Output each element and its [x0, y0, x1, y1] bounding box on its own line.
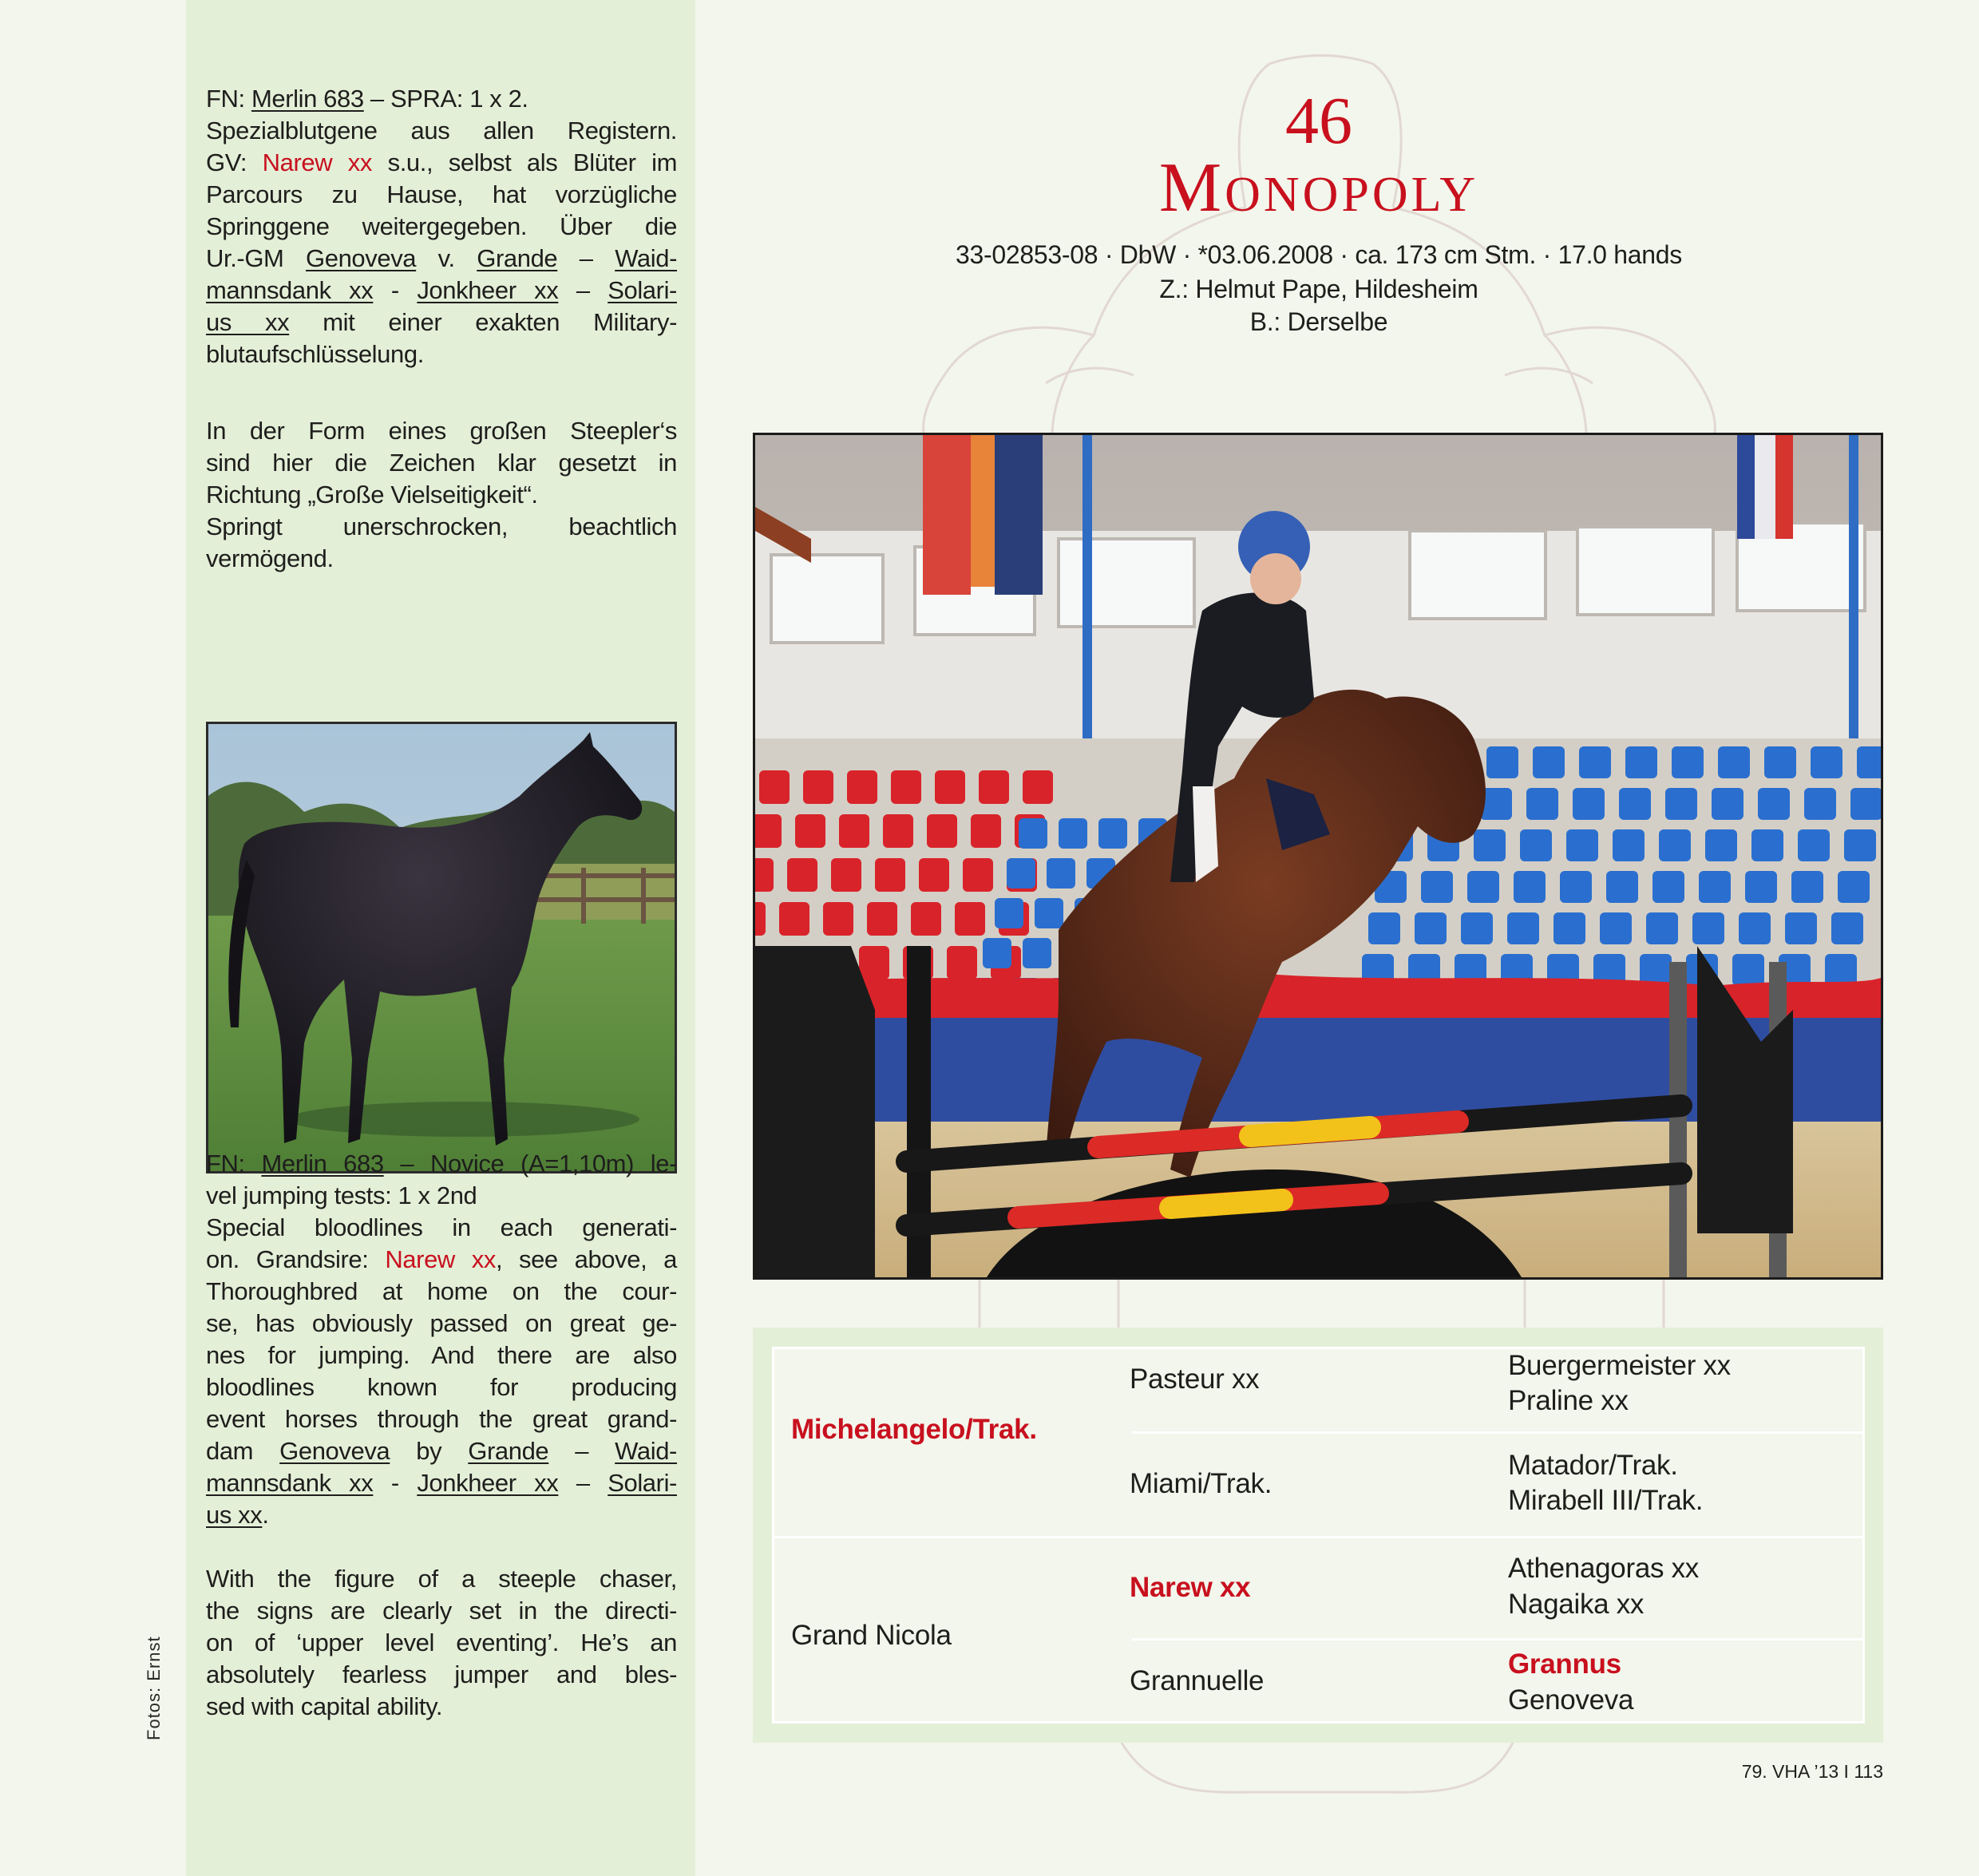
- text-segment: s.u., selbst als Blüter im: [372, 148, 678, 176]
- stadium-seat: [911, 902, 941, 936]
- stadium-seat: [759, 770, 790, 804]
- stadium-seat: [1421, 871, 1453, 903]
- text-segment: –: [557, 244, 615, 272]
- text-segment: event horses through the great grand-: [206, 1405, 677, 1433]
- text-line: [206, 1563, 677, 1595]
- stadium-seat: [1712, 788, 1743, 820]
- stadium-seat: [779, 902, 809, 936]
- stadium-seat: [1461, 912, 1493, 944]
- owner-info: B.: Derselbe: [1249, 307, 1388, 336]
- stadium-seat: [1831, 912, 1863, 944]
- pedigree-grandparent: Narew xx: [1130, 1572, 1251, 1603]
- stadium-seat: [859, 946, 889, 980]
- pedigree-grid: [772, 1347, 1865, 1724]
- text-segment: on of ‘upper level eventing’. He’s an: [206, 1629, 677, 1656]
- stadium-seat: [1035, 898, 1063, 928]
- pedigree-great-grandparent: Matador/Trak.: [1508, 1450, 1678, 1481]
- photo-credit: Fotos: Ernst: [144, 1636, 164, 1740]
- text-segment: Parcours zu Hause, hat vorzügliche: [206, 180, 677, 208]
- stadium-seat: [823, 902, 853, 936]
- text-segment: GV:: [206, 148, 263, 176]
- stadium-seat: [1573, 788, 1605, 820]
- stadium-seat: [1486, 746, 1518, 778]
- text-segment: mit einer exakten Military-: [289, 308, 677, 336]
- text-line: [206, 479, 677, 511]
- stadium-seat: [1415, 912, 1447, 944]
- text-line: [206, 179, 677, 211]
- pedigree-great-grandparent: Buergermeister xx: [1508, 1350, 1731, 1381]
- pedigree-great-grandparent: Genoveva: [1508, 1684, 1634, 1716]
- text-segment: -: [373, 276, 418, 304]
- text-line: [206, 1276, 677, 1308]
- stadium-seat: [1718, 746, 1750, 778]
- stadium-seat: [1659, 829, 1691, 861]
- stadium-seat: [1791, 871, 1823, 903]
- stadium-seat: [963, 858, 993, 892]
- text-segment: dam: [206, 1437, 280, 1465]
- pedigree-divider: [774, 1536, 1865, 1538]
- stadium-seat: [1838, 871, 1870, 903]
- text-segment: – SPRA: 1 x 2.: [363, 85, 528, 113]
- text-segment: vel jumping tests: 1 x 2nd: [206, 1181, 477, 1209]
- stadium-seat: [755, 902, 766, 936]
- text-segment: Ur.-GM: [206, 244, 307, 272]
- stadium-seat: [935, 770, 965, 804]
- breeder-info: Z.: Helmut Pape, Hildesheim: [1159, 275, 1478, 303]
- stadium-seat: [1692, 912, 1724, 944]
- pedigree-sire: Michelangelo/Trak.: [791, 1414, 1037, 1445]
- text-line: [206, 1595, 677, 1627]
- stadium-seat: [983, 938, 1011, 968]
- text-segment: Springgene weitergegeben. Über die: [206, 212, 677, 240]
- stadium-seat: [755, 814, 782, 848]
- text-segment: v.: [416, 244, 477, 272]
- text-segment: vermögend.: [206, 544, 334, 572]
- text-line: [206, 211, 677, 243]
- sire-photo-illustration: [208, 724, 675, 1171]
- text-line: [206, 307, 677, 338]
- stadium-seat: [847, 770, 877, 804]
- text-line: [206, 115, 677, 147]
- stadium-seat: [1474, 829, 1506, 861]
- stadium-seat: [1857, 746, 1881, 778]
- text-line: [206, 1691, 677, 1723]
- stadium-seat: [947, 946, 977, 980]
- stadium-seat: [1579, 746, 1611, 778]
- show-jumping-photo: [753, 433, 1883, 1280]
- stadium-seat: [955, 902, 985, 936]
- stadium-seat: [1047, 858, 1075, 889]
- stadium-seat: [1850, 788, 1881, 820]
- stadium-seat: [795, 814, 825, 848]
- text-segment: .: [262, 1501, 269, 1529]
- stadium-seat: [1514, 871, 1546, 903]
- text-segment: se, has obviously passed on great ge-: [206, 1309, 677, 1337]
- stadium-seat: [1798, 829, 1830, 861]
- text-segment: FN:: [206, 1150, 262, 1177]
- text-line: [206, 83, 677, 115]
- text-segment: – Novice (A=1,10m) le-: [383, 1150, 677, 1177]
- stadium-seat: [1646, 912, 1678, 944]
- stadium-seat: [1613, 829, 1645, 861]
- stadium-seat: [1811, 746, 1842, 778]
- horse-name-link: Merlin 683: [261, 1150, 384, 1177]
- stadium-seat: [1758, 788, 1790, 820]
- text-segment: In der Form eines großen Steepler‘s: [206, 417, 677, 445]
- horse-name-link: Waid-: [615, 1437, 677, 1465]
- stadium-seat: [1600, 912, 1632, 944]
- horse-name-link: Genoveva: [306, 244, 417, 272]
- horse-name-link: us xx: [206, 1501, 263, 1529]
- horse-name-title: Monopoly: [1158, 149, 1479, 227]
- stadium-seat: [755, 858, 774, 892]
- stadium-seat: [995, 898, 1023, 928]
- text-segment: Spezialblutgene aus allen Registern.: [206, 117, 677, 144]
- text-line: [206, 1212, 677, 1244]
- stadium-seat: [1745, 871, 1777, 903]
- horse-name-link: Solari-: [608, 1469, 677, 1497]
- text-line: [206, 511, 677, 543]
- stadium-seat: [1785, 912, 1817, 944]
- text-line: [206, 1180, 677, 1212]
- horse-name-link: Grande: [477, 244, 558, 272]
- text-segment: With the figure of a steeple chaser,: [206, 1565, 677, 1593]
- text-segment: sed with capital ability.: [206, 1692, 443, 1720]
- text-line: [206, 243, 677, 275]
- text-line: [206, 1340, 677, 1371]
- horse-name-link: Genoveva: [279, 1437, 390, 1465]
- text-line: [206, 1627, 677, 1659]
- horse-name-link: mannsdank xx: [206, 1469, 374, 1497]
- text-line: [206, 1371, 677, 1403]
- stadium-seat: [839, 814, 869, 848]
- text-segment: bloodlines known for producing: [206, 1373, 677, 1401]
- text-line: [206, 415, 677, 447]
- pedigree-great-grandparent: Mirabell III/Trak.: [1508, 1485, 1704, 1516]
- german-summary-paragraph: [206, 415, 677, 575]
- stadium-seat: [1606, 871, 1638, 903]
- sire-standing-photo: [206, 722, 677, 1173]
- pedigree-divider: [1132, 1638, 1865, 1641]
- horse-name-link: Jonkheer xx: [417, 276, 559, 304]
- text-segment: , see above, a: [495, 1245, 677, 1273]
- text-segment: –: [548, 1437, 615, 1465]
- pedigree-grandparent: Miami/Trak.: [1130, 1468, 1272, 1499]
- stadium-seat: [979, 770, 1009, 804]
- stadium-seat: [1764, 746, 1796, 778]
- stadium-seat: [1566, 829, 1598, 861]
- english-description-paragraph: [206, 1148, 677, 1531]
- stadium-seat: [1699, 871, 1731, 903]
- pedigree-great-grandparent: Grannus: [1508, 1648, 1621, 1680]
- text-line: [206, 447, 677, 479]
- stadium-seat: [1560, 871, 1592, 903]
- text-line: [206, 1467, 677, 1499]
- stadium-seat: [1705, 829, 1737, 861]
- stadium-seat: [1023, 938, 1051, 968]
- stadium-seat: [787, 858, 817, 892]
- text-segment: on. Grandsire:: [206, 1245, 386, 1273]
- german-description-paragraph: [206, 83, 677, 370]
- text-segment: –: [558, 276, 608, 304]
- horse-name-link: Merlin 683: [251, 85, 364, 113]
- pedigree-great-grandparent: Nagaika xx: [1508, 1589, 1645, 1620]
- stadium-seat: [1672, 746, 1704, 778]
- stadium-seat: [1467, 871, 1499, 903]
- jumping-photo-illustration: [755, 435, 1881, 1277]
- pedigree-table: [753, 1328, 1883, 1743]
- pedigree-divider: [1132, 1431, 1865, 1434]
- horse-name-link: Grande: [468, 1437, 549, 1465]
- stadium-seat: [1739, 912, 1771, 944]
- pedigree-dam: Grand Nicola: [791, 1620, 952, 1651]
- horse-registration-info: 33-02853-08 · DbW · *03.06.2008 · ca. 173 cm Stm. · 17.0 hands: [956, 240, 1682, 269]
- text-segment: –: [558, 1469, 608, 1497]
- text-line: [206, 1403, 677, 1435]
- pedigree-grandparent: Grannuelle: [1130, 1665, 1265, 1696]
- text-segment: -: [373, 1469, 418, 1497]
- text-segment: Springt unerschrocken, beachtlich: [206, 513, 677, 540]
- text-segment: blutaufschlüsselung.: [206, 340, 424, 368]
- stadium-seat: [1665, 788, 1697, 820]
- stadium-seat: [1554, 912, 1585, 944]
- stadium-seat: [1625, 746, 1657, 778]
- stadium-seat: [927, 814, 957, 848]
- stadium-seat: [1059, 818, 1087, 849]
- stadium-seat: [875, 858, 905, 892]
- stadium-seat: [1732, 954, 1764, 986]
- stadium-seat: [1023, 770, 1053, 804]
- stadium-seat: [1844, 829, 1876, 861]
- stadium-seat: [919, 858, 949, 892]
- text-line: [206, 275, 677, 307]
- highlighted-horse-name: Narew xx: [262, 148, 373, 176]
- stadium-seat: [1007, 858, 1035, 889]
- text-segment: the signs are clearly set in the directi-: [206, 1597, 677, 1625]
- text-line: [206, 1308, 677, 1340]
- stadium-seat: [1098, 818, 1127, 849]
- highlighted-horse-name: Narew xx: [385, 1245, 496, 1273]
- stadium-seat: [867, 902, 897, 936]
- text-segment: sind hier die Zeichen klar gesetzt in: [206, 449, 677, 477]
- stadium-seat: [1368, 912, 1400, 944]
- text-segment: Special bloodlines in each generati-: [206, 1213, 677, 1241]
- stadium-seat: [803, 770, 833, 804]
- pedigree-great-grandparent: Athenagoras xx: [1508, 1553, 1700, 1584]
- stadium-seat: [891, 770, 921, 804]
- text-segment: Richtung „Große Vielseitigkeit“.: [206, 481, 538, 509]
- pedigree-grandparent: Pasteur xx: [1130, 1363, 1260, 1395]
- stadium-seat: [1533, 746, 1565, 778]
- stadium-seat: [1520, 829, 1552, 861]
- horse-name-link: Waid-: [615, 244, 677, 272]
- stadium-seat: [1804, 788, 1836, 820]
- text-line: [206, 1659, 677, 1691]
- pedigree-great-grandparent: Praline xx: [1508, 1385, 1629, 1416]
- text-segment: Thoroughbred at home on the cour-: [206, 1277, 677, 1305]
- stadium-seat: [1652, 871, 1684, 903]
- stadium-seat: [1507, 912, 1539, 944]
- text-line: [206, 1499, 677, 1531]
- stadium-seat: [1751, 829, 1783, 861]
- english-summary-paragraph: [206, 1563, 677, 1723]
- stadium-seat: [971, 814, 1001, 848]
- stadium-seat: [1619, 788, 1651, 820]
- horse-name-link: us xx: [206, 308, 290, 336]
- stadium-seat: [1526, 788, 1558, 820]
- page-reference: 79. VHA ’13 I 113: [1741, 1761, 1883, 1782]
- text-line: [206, 1148, 677, 1180]
- text-line: [206, 543, 677, 575]
- text-segment: by: [390, 1437, 469, 1465]
- stadium-seat: [1825, 954, 1857, 986]
- text-line: [206, 338, 677, 370]
- text-line: [206, 147, 677, 179]
- catalogue-number: 46: [1285, 84, 1352, 158]
- text-line: [206, 1244, 677, 1276]
- horse-name-link: Jonkheer xx: [417, 1469, 559, 1497]
- text-segment: absolutely fearless jumper and bles-: [206, 1660, 677, 1688]
- horse-name-link: mannsdank xx: [206, 276, 374, 304]
- text-line: [206, 1435, 677, 1467]
- stadium-seat: [883, 814, 913, 848]
- horse-name-link: Solari-: [608, 276, 677, 304]
- text-segment: nes for jumping. And there are also: [206, 1341, 677, 1369]
- stadium-seat: [831, 858, 861, 892]
- text-segment: FN:: [206, 85, 251, 113]
- stadium-seat: [1019, 818, 1047, 849]
